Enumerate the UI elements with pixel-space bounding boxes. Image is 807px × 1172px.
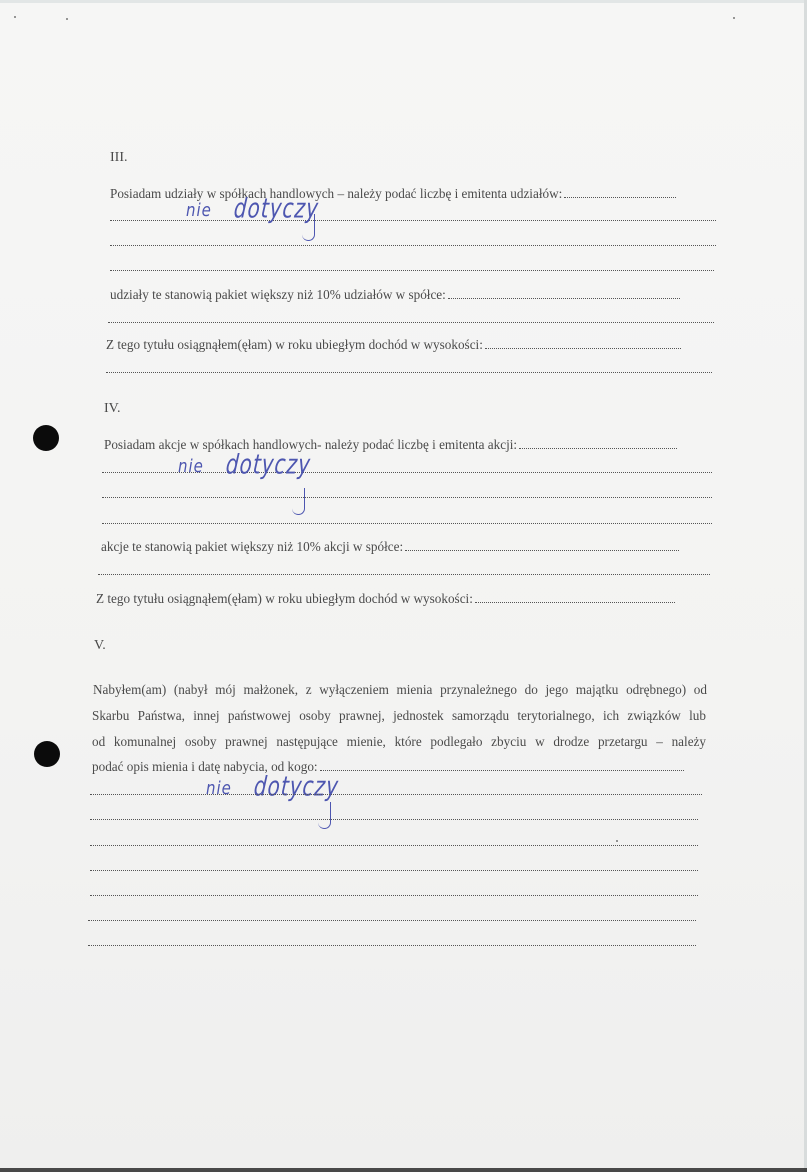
section-5-para-line-2: Skarbu Państwa, innej państwowej osoby prawnej, jednostek samorządu terytorialnego, ich związków lub: [92, 708, 706, 723]
section-4-handwritten-answer: [178, 447, 313, 481]
section-3-stake-line: [110, 287, 680, 303]
section-3-heading: III.: [110, 150, 128, 165]
answer-dotted-line[interactable]: [90, 870, 698, 871]
handwriting-stroke: [318, 802, 331, 829]
answer-dotted-line[interactable]: [90, 845, 698, 846]
punch-hole-top: [33, 425, 59, 451]
scan-edge-bottom: [0, 1168, 807, 1172]
answer-dotted-line[interactable]: [90, 895, 698, 896]
handwritten-word: dotyczy: [232, 191, 321, 225]
answer-dotted-line[interactable]: [108, 322, 714, 323]
answer-dotted-line[interactable]: [90, 794, 702, 795]
answer-dotted-line[interactable]: [98, 574, 710, 575]
punch-hole-bottom: [34, 741, 60, 767]
section-5-heading: V.: [94, 638, 106, 653]
answer-dotted-line[interactable]: [88, 945, 696, 946]
section-5-para-line-3: od komunalnej osoby prawnej następujące mienie, które podlegało zbyciu w drodze przetargu – należy: [92, 734, 706, 749]
scan-speck: [616, 840, 618, 842]
answer-dotted-line[interactable]: [102, 497, 712, 498]
answer-dotted-fill[interactable]: [320, 769, 684, 771]
handwritten-word: dotyczy: [252, 769, 341, 803]
section-3-shares-label: Posiadam udziały w spółkach handlowych – należy podać liczbę i emitenta udziałów:: [110, 186, 563, 201]
section-3-income-label: Z tego tytułu osiągnąłem(ęłam) w roku ubiegłym dochód w wysokości:: [106, 337, 483, 352]
answer-dotted-fill[interactable]: [448, 297, 680, 299]
section-3-stake-label: udziały te stanowią pakiet większy niż 10% udziałów w spółce:: [110, 287, 446, 302]
scan-edge-top: [0, 0, 807, 3]
scan-speck: [733, 17, 735, 19]
section-3-handwritten-answer: [186, 191, 321, 225]
answer-dotted-line[interactable]: [102, 523, 712, 524]
section-5-acquisition-label: podać opis mienia i datę nabycia, od kogo:: [92, 759, 318, 774]
section-4-stake-label: akcje te stanowią pakiet większy niż 10% akcji w spółce:: [101, 539, 404, 554]
answer-dotted-fill[interactable]: [519, 447, 677, 449]
section-4-shares-label: Posiadam akcje w spółkach handlowych- należy podać liczbę i emitenta akcji:: [104, 437, 518, 452]
section-4-heading: IV.: [104, 401, 121, 416]
answer-dotted-fill[interactable]: [564, 196, 676, 198]
answer-dotted-fill[interactable]: [475, 601, 675, 603]
answer-dotted-line[interactable]: [88, 920, 696, 921]
section-4-shares-line: [104, 437, 677, 453]
handwritten-word: dotyczy: [224, 447, 313, 481]
answer-dotted-line[interactable]: [110, 245, 716, 246]
scan-speck: [66, 18, 68, 20]
handwritten-word: nie: [206, 777, 232, 799]
answer-dotted-fill[interactable]: [485, 347, 681, 349]
section-4-stake-line: [101, 539, 679, 555]
answer-dotted-line[interactable]: [110, 270, 714, 271]
section-4-income-line: [96, 591, 675, 607]
answer-dotted-fill[interactable]: [405, 549, 679, 551]
scan-speck: [14, 16, 16, 18]
section-4-income-label: Z tego tytułu osiągnąłem(ęłam) w roku ubiegłym dochód w wysokości:: [96, 591, 473, 606]
handwriting-stroke: [302, 214, 315, 241]
answer-dotted-line[interactable]: [90, 819, 698, 820]
section-3-income-line: [106, 337, 681, 353]
answer-dotted-line[interactable]: [106, 372, 712, 373]
section-5-para-line-4: [92, 759, 684, 775]
handwritten-word: nie: [186, 199, 212, 221]
handwritten-word: nie: [178, 455, 204, 477]
handwriting-stroke: [292, 488, 305, 515]
section-5-para-line-1: Nabyłem(am) (nabył mój małżonek, z wyłączeniem mienia przynależnego do jego majątku odrębnego) od: [93, 682, 707, 697]
